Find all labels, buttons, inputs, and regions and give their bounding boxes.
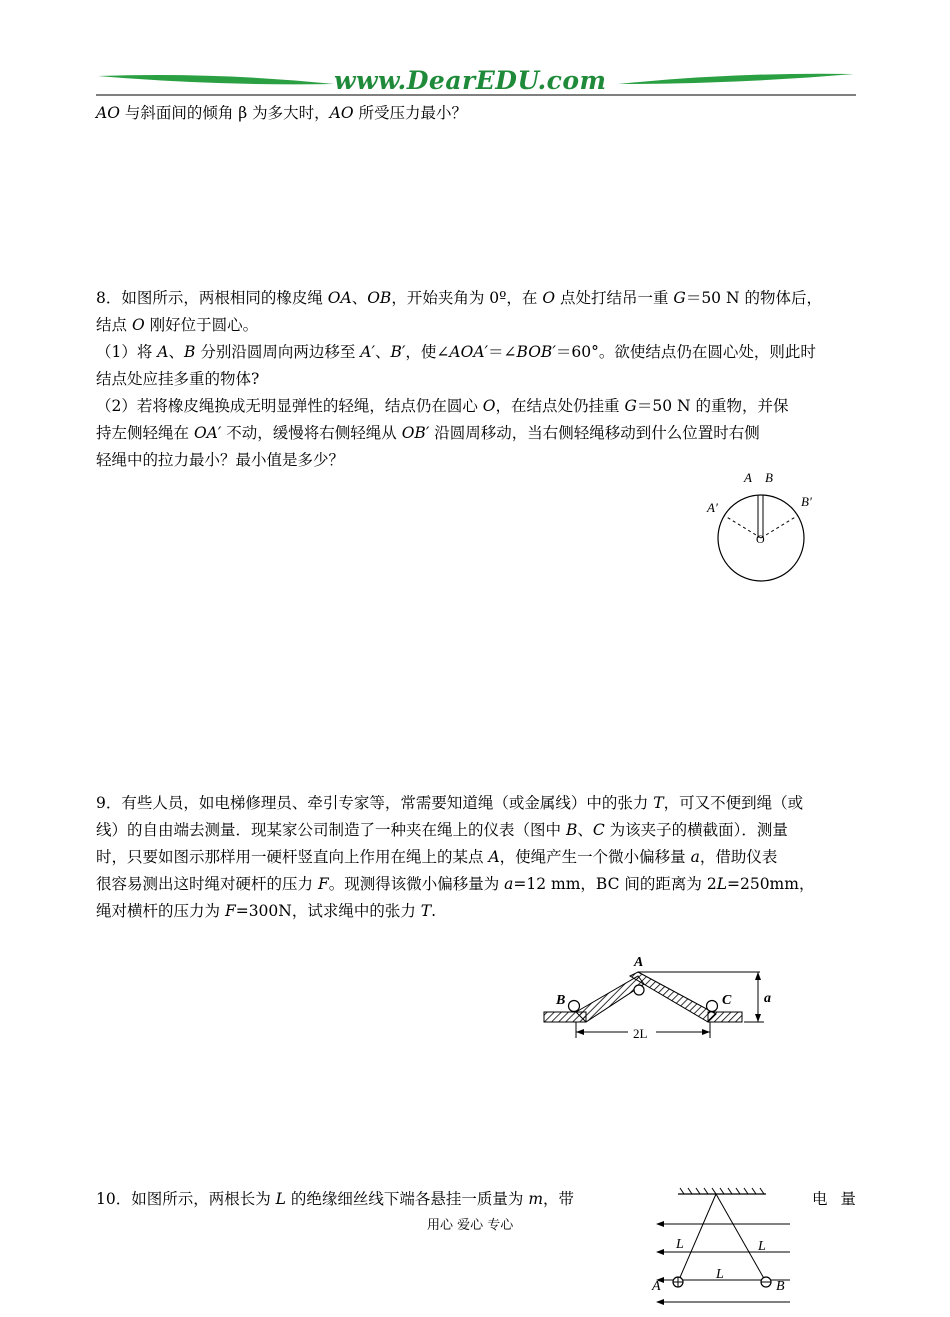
page-footer: 用心 爱心 专心 (427, 1218, 514, 1233)
dim-a-arrow-top (755, 972, 761, 980)
q9-line2: 线）的自由端去测量．现某家公司制造了一种夹在绳上的仪表（图中 B、C 为该夹子的横截面）．测量 (96, 821, 788, 839)
header-banner (96, 62, 856, 100)
label-l-right: L (758, 1239, 766, 1254)
q8-line1: 8．如图所示，两根相同的橡皮绳 OA、OB，开始夹角为 0º，在 O 点处打结吊一重 G＝50 N 的物体后， (96, 289, 822, 307)
label-a-offset: a (764, 991, 771, 1006)
q9-tension-figure (538, 950, 788, 1050)
dim-2l-arrow-right (702, 1029, 710, 1035)
q9-line1: 9．有些人员，如电梯修理员、牵引专家等，常需要知道绳（或金属线）中的张力 T，可又不便到绳（或 (96, 794, 804, 812)
roller-b (569, 1001, 580, 1012)
label-b-prime: B′ (801, 494, 812, 509)
label-ball-a: A (652, 1279, 661, 1294)
logo-text: www.DearEDU.com (334, 66, 607, 95)
question-10 (96, 1186, 636, 1213)
left-incline (576, 976, 644, 1022)
q8-part1-line2: 结点处应挂多重的物体? (96, 370, 260, 388)
right-incline (630, 972, 716, 1022)
question-8 (96, 285, 858, 474)
q8-line2: 结点 O 刚好位于圆心。 (96, 316, 259, 334)
dim-a-arrow-bottom (755, 1014, 761, 1022)
q9-line4: 很容易测出这时绳对硬杆的压力 F。现测得该微小偏移量为 a=12 mm，BC 间的距离为 2L=250mm， (96, 875, 815, 893)
label-c-roller: C (722, 993, 732, 1008)
q8-part2-line2: 持左侧轻绳在 OA′ 不动，缓慢将右侧轻绳从 OB′ 沿圆周移动，当右侧轻绳移动到什么位置时右侧 (96, 424, 760, 442)
ceiling-hatch (680, 1188, 764, 1194)
field-lines (658, 1224, 790, 1302)
question-9 (96, 790, 858, 925)
q10-pendulum-figure (648, 1186, 798, 1316)
dim-2l-arrow-left (576, 1029, 584, 1035)
q9-line5: 绳对横杆的压力为 F=300N，试求绳中的张力 T. (96, 902, 437, 920)
q9-line3: 时，只要如图示那样用一硬杆竖直向上作用在绳上的某点 A，使绳产生一个微小偏移量 a，借助仪表 (96, 848, 778, 866)
label-a-point: A (634, 955, 644, 970)
rope-ob-prime (761, 516, 797, 538)
q10-line1: 10．如图所示，两根长为 L 的绝缘细丝线下端各悬挂一质量为 m，带 (96, 1190, 575, 1208)
label-a-prime: A′ (707, 500, 718, 515)
left-swoosh (98, 75, 334, 84)
label-2l: 2L (633, 1026, 648, 1041)
label-o: O (756, 532, 765, 546)
label-l-mid: L (716, 1267, 724, 1282)
label-b: B (765, 470, 773, 485)
roller-a (634, 985, 644, 995)
q7-tail-text: AO 与斜面间的倾角 β 为多大时，AO 所受压力最小？ (96, 104, 467, 122)
q8-part2-line1: （2）若将橡皮绳换成无明显弹性的轻绳，结点仍在圆心 O，在结点处仍挂重 G＝50 N 的重物，并保 (96, 397, 789, 415)
q8-part2-line3: 轻绳中的拉力最小？最小值是多少？ (96, 451, 345, 469)
right-bar (708, 1012, 742, 1022)
right-swoosh (618, 74, 854, 84)
q8-part1-line1: （1）将 A、B 分别沿圆周向两边移至 A′、B′，使∠AOA′＝∠BOB′＝60°。欲使结点仍在圆心处，则此时 (96, 343, 816, 361)
label-b-roller: B (556, 993, 566, 1008)
q10-line1-right: 电 量 (812, 1190, 860, 1208)
label-ball-b: B (776, 1279, 785, 1294)
q8-circle-figure (700, 466, 820, 586)
label-a: A (744, 470, 752, 485)
roller-c (707, 1001, 718, 1012)
label-l-left: L (676, 1237, 684, 1252)
